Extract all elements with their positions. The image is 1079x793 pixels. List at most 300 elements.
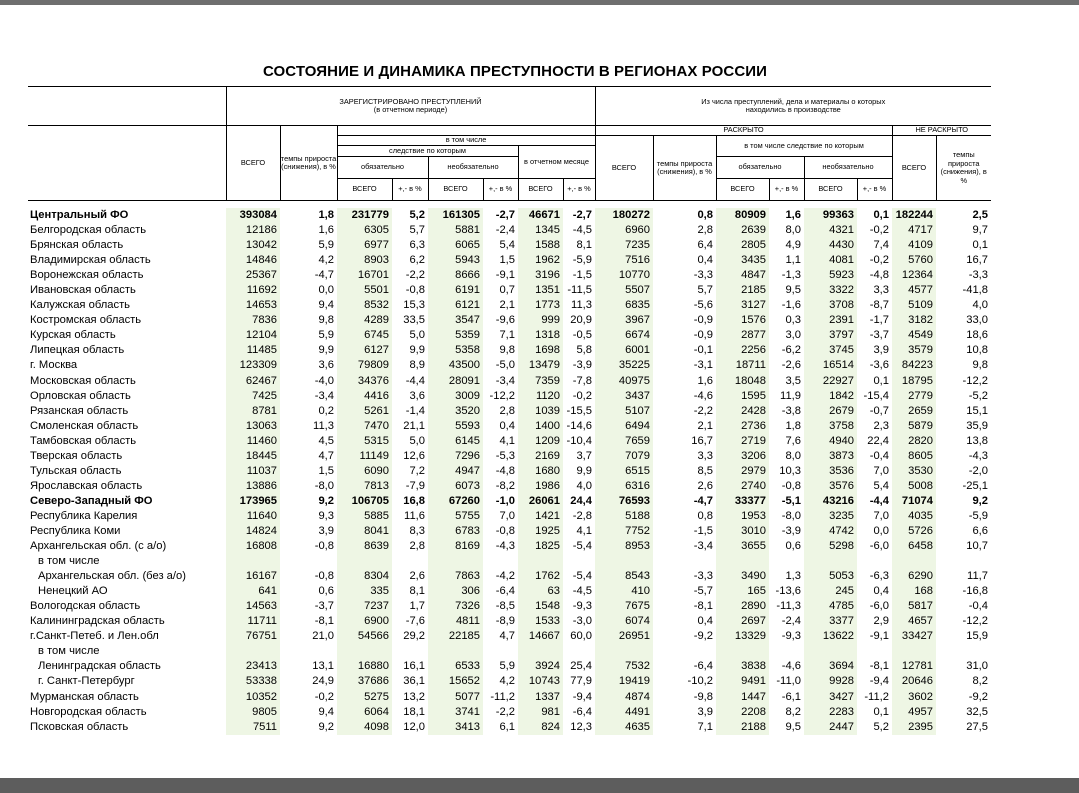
table-cell: 4,1 xyxy=(576,525,592,537)
table-cell: -0,2 xyxy=(314,690,334,703)
table-cell: 2877 xyxy=(716,328,769,343)
table-cell: 1576 xyxy=(716,313,769,328)
table-cell: 2890 xyxy=(716,599,769,614)
table-cell: 1447 xyxy=(716,690,769,705)
table-cell xyxy=(428,644,483,659)
table-cell: 3797 xyxy=(804,328,857,343)
table-cell: 8639 xyxy=(337,539,392,554)
table-cell: 5,2 xyxy=(873,720,889,733)
table-cell: 1698 xyxy=(518,343,563,358)
table-row xyxy=(28,328,991,343)
table-cell: 3576 xyxy=(804,479,857,494)
table-cell: -2,7 xyxy=(572,209,592,222)
table-cell: 32,5 xyxy=(966,705,988,718)
table-cell xyxy=(804,644,857,659)
table-cell: -5,7 xyxy=(693,585,713,598)
table-cell: 5053 xyxy=(804,569,857,584)
table-cell: 2740 xyxy=(716,479,769,494)
table-cell: -25,1 xyxy=(962,479,988,492)
table-cell: -9,3 xyxy=(781,630,801,643)
table-cell: 2736 xyxy=(716,419,769,434)
table-cell: -2,2 xyxy=(693,404,713,417)
table-cell: 5261 xyxy=(337,404,392,419)
table-cell: 2428 xyxy=(716,404,769,419)
table-cell: 5359 xyxy=(428,328,483,343)
table-cell: 3,3 xyxy=(697,449,713,462)
table-cell: 18,1 xyxy=(403,705,425,718)
table-cell: 76593 xyxy=(595,494,653,509)
table-cell: 8,1 xyxy=(576,239,592,252)
table-cell: 5501 xyxy=(337,283,392,298)
table-cell: 4,0 xyxy=(576,479,592,492)
table-cell: 7,6 xyxy=(785,434,801,447)
table-cell: 3322 xyxy=(804,283,857,298)
table-cell: 5817 xyxy=(892,599,936,614)
table-cell: -3,9 xyxy=(781,525,801,537)
table-cell: 5943 xyxy=(428,253,483,268)
header-solved-total: ВСЕГО xyxy=(595,136,653,201)
table-cell: 1351 xyxy=(518,283,563,298)
table-cell: 12,0 xyxy=(403,720,425,733)
table-cell: 11,7 xyxy=(967,570,988,583)
table-cell: 5107 xyxy=(595,404,653,419)
table-cell: 5885 xyxy=(337,509,392,524)
region-name: Ивановская область xyxy=(30,284,136,297)
table-cell: 3235 xyxy=(804,509,857,524)
table-cell: 9,8 xyxy=(972,359,988,372)
table-cell: -6,2 xyxy=(781,344,801,357)
table-cell: 13,2 xyxy=(403,690,425,703)
table-cell: 12364 xyxy=(892,268,936,283)
table-cell: 4874 xyxy=(595,690,653,705)
table-cell: 6001 xyxy=(595,343,653,358)
table-cell: 4549 xyxy=(892,328,936,343)
table-cell: -8,1 xyxy=(314,615,334,628)
table-cell: -41,8 xyxy=(962,284,988,297)
table-cell: 1762 xyxy=(518,569,563,584)
table-cell: -1,7 xyxy=(869,314,889,327)
table-cell: -3,4 xyxy=(495,374,515,387)
table-cell: 4,9 xyxy=(785,239,801,252)
table-cell: 1345 xyxy=(518,223,563,238)
region-name: Архангельская обл. (с а/о) xyxy=(30,540,167,553)
table-cell: 0,4 xyxy=(697,254,713,267)
table-cell: -9,8 xyxy=(693,690,713,703)
table-cell: 13622 xyxy=(804,629,857,644)
table-cell: 1,5 xyxy=(499,254,515,267)
table-cell: 0,7 xyxy=(499,284,515,297)
table-cell: 2,8 xyxy=(697,224,713,237)
table-cell: -8,0 xyxy=(781,509,801,522)
table-cell: 6064 xyxy=(337,705,392,720)
table-cell: -4,8 xyxy=(869,269,889,282)
table-cell: 7,1 xyxy=(697,720,713,733)
table-cell: 6073 xyxy=(428,479,483,494)
header-including-investigation: в том числе следствие по которым xyxy=(716,136,892,157)
table-cell: 999 xyxy=(518,313,563,328)
table-cell xyxy=(769,644,804,659)
table-cell: -2,7 xyxy=(495,209,515,222)
table-cell: -5,1 xyxy=(781,494,801,507)
table-cell xyxy=(483,644,518,659)
table-cell: 2,6 xyxy=(697,479,713,492)
table-cell: 14563 xyxy=(226,599,280,614)
table-cell: 2805 xyxy=(716,238,769,253)
table-cell: -8,1 xyxy=(869,660,889,673)
table-cell: 10,3 xyxy=(779,464,801,477)
table-cell: 9,7 xyxy=(972,224,988,237)
table-cell: 5,8 xyxy=(576,344,592,357)
table-cell: 4,2 xyxy=(318,254,334,267)
table-cell: -3,4 xyxy=(314,389,334,402)
table-cell: 31,0 xyxy=(966,660,988,673)
table-cell: -4,6 xyxy=(781,660,801,673)
table-cell: 5923 xyxy=(804,268,857,283)
table-cell: 80909 xyxy=(716,208,769,223)
table-cell: 1318 xyxy=(518,328,563,343)
table-cell: -6,4 xyxy=(572,705,592,718)
table-cell: -2,2 xyxy=(495,705,515,718)
table-cell: 3437 xyxy=(595,389,653,404)
table-cell: 5,0 xyxy=(409,434,425,447)
table-cell: 13,8 xyxy=(966,434,988,447)
table-cell: 2820 xyxy=(892,434,936,449)
table-cell: 36,1 xyxy=(403,675,425,688)
table-cell: 10,7 xyxy=(966,540,988,553)
table-cell: 7752 xyxy=(595,524,653,539)
table-cell: 8953 xyxy=(595,539,653,554)
table-cell: -2,6 xyxy=(781,359,801,372)
table-cell: 3745 xyxy=(804,343,857,358)
table-cell: 4081 xyxy=(804,253,857,268)
table-cell xyxy=(716,554,769,569)
table-cell: 8041 xyxy=(337,524,392,539)
table-cell xyxy=(280,644,337,659)
region-name: Тульская область xyxy=(30,464,122,477)
table-cell: -11,3 xyxy=(776,600,801,613)
table-cell: 1588 xyxy=(518,238,563,253)
table-cell: 0,8 xyxy=(697,509,713,522)
table-cell: -5,9 xyxy=(572,254,592,267)
table-cell: 1953 xyxy=(716,509,769,524)
table-cell: 84223 xyxy=(892,358,936,373)
region-name: Архангельская обл. (без а/о) xyxy=(38,570,186,583)
table-cell: -15,5 xyxy=(566,404,592,417)
table-cell: 3579 xyxy=(892,343,936,358)
table-cell: -8,0 xyxy=(314,479,334,492)
table-cell: 1986 xyxy=(518,479,563,494)
table-cell: 5593 xyxy=(428,419,483,434)
table-cell: 33,0 xyxy=(966,314,988,327)
table-cell: -0,8 xyxy=(405,284,425,297)
table-cell: 4957 xyxy=(892,705,936,720)
table-cell: 161305 xyxy=(428,208,483,223)
table-cell: 4717 xyxy=(892,223,936,238)
table-cell: 5275 xyxy=(337,690,392,705)
table-cell: 0,6 xyxy=(785,540,801,553)
table-cell: 11711 xyxy=(226,614,280,629)
table-cell: 28091 xyxy=(428,374,483,389)
table-cell: 7296 xyxy=(428,449,483,464)
table-cell: 7359 xyxy=(518,374,563,389)
header-solved-growth-rate: темпы прироста (снижения), в % xyxy=(653,136,716,201)
table-cell: 0,4 xyxy=(499,419,515,432)
table-cell: 16880 xyxy=(337,659,392,674)
table-row xyxy=(28,283,991,298)
table-cell: -1,3 xyxy=(781,269,801,282)
table-cell: -2,8 xyxy=(572,509,592,522)
table-cell: 0,2 xyxy=(318,404,334,417)
table-cell: 7,0 xyxy=(873,464,889,477)
table-cell: 35225 xyxy=(595,358,653,373)
table-cell: 2169 xyxy=(518,449,563,464)
table-cell: 14653 xyxy=(226,298,280,313)
table-row xyxy=(28,599,991,614)
table-cell: 4098 xyxy=(337,720,392,735)
table-cell: 7,1 xyxy=(499,329,515,342)
table-row xyxy=(28,690,991,705)
crime-statistics-table xyxy=(28,86,991,735)
table-cell: -3,7 xyxy=(869,329,889,342)
table-cell xyxy=(337,554,392,569)
table-cell: -6,4 xyxy=(693,660,713,673)
table-cell: -4,7 xyxy=(693,494,713,507)
region-name: Республика Карелия xyxy=(30,509,138,522)
table-row xyxy=(28,479,991,494)
table-cell: -0,9 xyxy=(693,314,713,327)
table-cell: 2256 xyxy=(716,343,769,358)
table-cell: 62467 xyxy=(226,374,280,389)
table-cell: 3427 xyxy=(804,690,857,705)
table-cell: -9,4 xyxy=(572,690,592,703)
table-cell: -3,3 xyxy=(968,269,988,282)
table-cell: -4,6 xyxy=(693,389,713,402)
table-cell: 3,9 xyxy=(873,344,889,357)
table-cell: 3009 xyxy=(428,389,483,404)
table-cell: 6065 xyxy=(428,238,483,253)
table-cell: 3694 xyxy=(804,659,857,674)
table-cell: 2779 xyxy=(892,389,936,404)
table-cell: -3,4 xyxy=(693,540,713,553)
table-cell xyxy=(226,554,280,569)
document-page xyxy=(0,5,1079,778)
table-cell: 71074 xyxy=(892,494,936,509)
table-cell: 2,6 xyxy=(409,570,425,583)
table-cell: 8169 xyxy=(428,539,483,554)
table-cell: -9,2 xyxy=(968,690,988,703)
table-row xyxy=(28,223,991,238)
table-cell: 26061 xyxy=(518,494,563,509)
table-row xyxy=(28,389,991,404)
table-cell: 2395 xyxy=(892,720,936,735)
table-cell: 9,9 xyxy=(409,344,425,357)
table-cell: 22185 xyxy=(428,629,483,644)
table-cell: 5109 xyxy=(892,298,936,313)
table-cell: 15,9 xyxy=(966,630,988,643)
table-cell: 2,1 xyxy=(499,299,515,312)
table-cell: 6090 xyxy=(337,464,392,479)
table-cell xyxy=(518,644,563,659)
table-cell: -9,3 xyxy=(572,600,592,613)
header-mandatory: обязательно xyxy=(337,157,428,179)
table-cell: 60,0 xyxy=(570,630,592,643)
table-cell xyxy=(857,554,892,569)
table-cell: -9,2 xyxy=(693,630,713,643)
table-cell: 3530 xyxy=(892,464,936,479)
table-cell: 8781 xyxy=(226,404,280,419)
table-cell: 76751 xyxy=(226,629,280,644)
table-cell: 9,5 xyxy=(785,720,801,733)
table-cell: 43216 xyxy=(804,494,857,509)
table-cell: 1,6 xyxy=(318,224,334,237)
region-name: Московская область xyxy=(30,374,136,387)
header-including: в том числе xyxy=(337,136,595,146)
header-solved-mandatory: обязательно xyxy=(716,157,804,179)
table-cell: -2,2 xyxy=(405,269,425,282)
region-name: Брянская область xyxy=(30,239,124,252)
table-cell: 24,4 xyxy=(570,494,592,507)
table-cell: -8,5 xyxy=(495,600,515,613)
table-cell: 6290 xyxy=(892,569,936,584)
table-cell: 10770 xyxy=(595,268,653,283)
table-cell: 4940 xyxy=(804,434,857,449)
table-cell: -6,3 xyxy=(869,570,889,583)
table-cell: 4657 xyxy=(892,614,936,629)
table-cell: 231779 xyxy=(337,208,392,223)
table-cell: 15,3 xyxy=(403,299,425,312)
table-cell: -0,2 xyxy=(869,224,889,237)
table-cell: 3655 xyxy=(716,539,769,554)
table-cell: 3536 xyxy=(804,464,857,479)
table-cell: 18048 xyxy=(716,374,769,389)
table-cell: 16,1 xyxy=(403,660,425,673)
table-cell: 8,0 xyxy=(785,224,801,237)
table-cell: 10743 xyxy=(518,674,563,689)
table-cell: 8,9 xyxy=(409,359,425,372)
table-cell: -11,5 xyxy=(567,284,592,297)
table-cell: 16,8 xyxy=(403,494,425,507)
table-row xyxy=(28,614,991,629)
table-cell: -11,0 xyxy=(776,675,801,688)
table-cell: 9,4 xyxy=(318,299,334,312)
table-cell: 0,3 xyxy=(785,314,801,327)
table-cell: 335 xyxy=(337,584,392,599)
page-title: СОСТОЯНИЕ И ДИНАМИКА ПРЕСТУПНОСТИ В РЕГИОНАХ РОССИИ xyxy=(262,63,768,80)
table-cell xyxy=(518,554,563,569)
table-cell: 2185 xyxy=(716,283,769,298)
table-cell: -0,8 xyxy=(314,570,334,583)
table-cell: 3547 xyxy=(428,313,483,328)
table-cell: 3206 xyxy=(716,449,769,464)
table-cell: 1,6 xyxy=(785,209,801,222)
table-cell: 5881 xyxy=(428,223,483,238)
table-cell: -7,9 xyxy=(405,479,425,492)
table-cell: 6145 xyxy=(428,434,483,449)
table-cell: 5,7 xyxy=(697,284,713,297)
table-row xyxy=(28,554,991,569)
table-cell: 173965 xyxy=(226,494,280,509)
table-cell: 0,0 xyxy=(873,525,889,537)
table-cell: 3010 xyxy=(716,524,769,539)
table-cell: 1,3 xyxy=(785,570,801,583)
table-cell: 3,0 xyxy=(785,329,801,342)
table-cell: 3,5 xyxy=(785,374,801,387)
region-name: Новгородская область xyxy=(30,705,147,718)
table-cell: 0,1 xyxy=(873,705,889,718)
table-cell: 20646 xyxy=(892,674,936,689)
table-cell: 29,2 xyxy=(403,630,425,643)
table-cell: 5,4 xyxy=(499,239,515,252)
table-cell: 14824 xyxy=(226,524,280,539)
table-cell: 2639 xyxy=(716,223,769,238)
table-cell: -3,8 xyxy=(781,404,801,417)
table-cell: -12,2 xyxy=(962,374,988,387)
table-cell: 9,9 xyxy=(318,344,334,357)
region-name: Республика Коми xyxy=(30,525,121,537)
region-name: в том числе xyxy=(38,645,100,658)
table-cell: 1533 xyxy=(518,614,563,629)
table-cell: -2,0 xyxy=(968,464,988,477)
table-cell: -5,6 xyxy=(693,299,713,312)
table-cell: 37686 xyxy=(337,674,392,689)
table-cell: 8666 xyxy=(428,268,483,283)
table-cell: 24,9 xyxy=(312,675,334,688)
table-cell: 3377 xyxy=(804,614,857,629)
table-cell xyxy=(337,644,392,659)
table-cell: 9,9 xyxy=(576,464,592,477)
table-cell: 7659 xyxy=(595,434,653,449)
table-cell: 5726 xyxy=(892,524,936,539)
table-cell: 13329 xyxy=(716,629,769,644)
table-row xyxy=(28,464,991,479)
table-cell: 9,8 xyxy=(318,314,334,327)
table-cell: 0,6 xyxy=(318,585,334,598)
table-cell: -13,6 xyxy=(775,585,801,598)
table-cell: 5188 xyxy=(595,509,653,524)
table-cell: 11460 xyxy=(226,434,280,449)
table-cell: 1595 xyxy=(716,389,769,404)
table-cell: 3924 xyxy=(518,659,563,674)
table-cell: -4,4 xyxy=(405,374,425,387)
table-cell: -4,3 xyxy=(495,540,515,553)
table-cell: 4430 xyxy=(804,238,857,253)
table-cell: 5,7 xyxy=(409,224,425,237)
table-cell: 7516 xyxy=(595,253,653,268)
table-cell: 2,1 xyxy=(697,419,713,432)
table-cell xyxy=(280,554,337,569)
table-row xyxy=(28,358,991,373)
table-cell: 3196 xyxy=(518,268,563,283)
table-cell: 12781 xyxy=(892,659,936,674)
table-cell: 5358 xyxy=(428,343,483,358)
table-cell: 641 xyxy=(226,584,280,599)
table-cell: 4289 xyxy=(337,313,392,328)
table-cell: 393084 xyxy=(226,208,280,223)
region-name: Ленинградская область xyxy=(38,660,161,673)
table-cell: 2391 xyxy=(804,313,857,328)
table-cell: -6,0 xyxy=(869,600,889,613)
table-cell: 77,9 xyxy=(570,675,592,688)
table-cell xyxy=(483,554,518,569)
header-growth-rate: темпы прироста (снижения), в % xyxy=(280,126,337,201)
table-cell: 7532 xyxy=(595,659,653,674)
table-cell: 18,6 xyxy=(966,329,988,342)
table-cell: 3,6 xyxy=(409,389,425,402)
table-cell: 16,7 xyxy=(691,434,713,447)
table-cell: -3,1 xyxy=(693,359,713,372)
table-cell: -10,4 xyxy=(566,434,592,447)
table-cell: -0,4 xyxy=(968,600,988,613)
